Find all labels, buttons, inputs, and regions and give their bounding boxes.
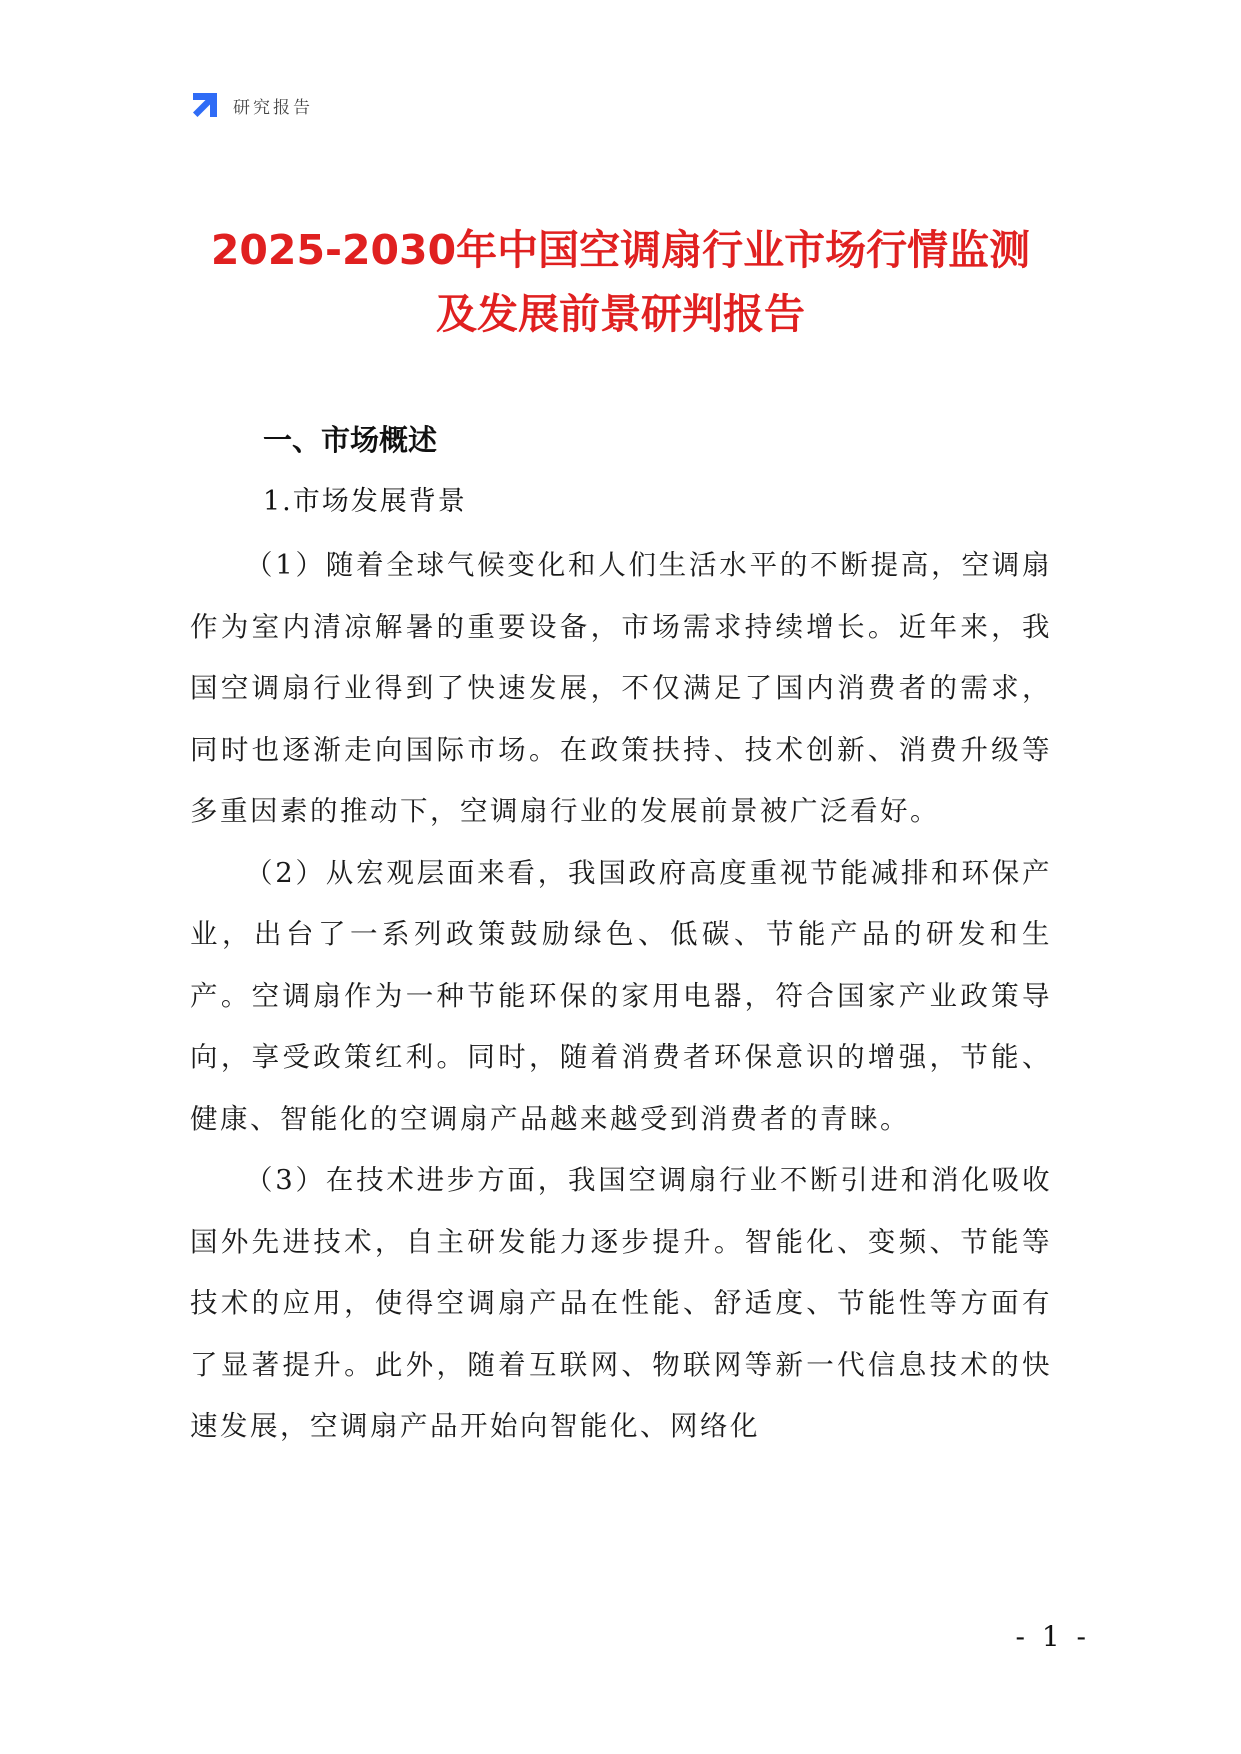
- arrow-up-right-icon: [189, 89, 221, 121]
- page-number: - 1 -: [1015, 1620, 1090, 1653]
- paragraph-2: （2）从宏观层面来看，我国政府高度重视节能减排和环保产业，出台了一系列政策鼓励绿色、低碳、节能产品的研发和生产。空调扇作为一种节能环保的家用电器，符合国家产业政策导向，享受政策红利。同时，随着消费者环保意识的增强，节能、健康、智能化的空调扇产品越来越受到消费者的青睐。: [190, 856, 1052, 1135]
- section-heading: 一、市场概述: [263, 423, 438, 457]
- body-text: [190, 535, 1052, 1458]
- title-line-1: 2025-2030年中国空调扇行业市场行情监测: [210, 226, 1031, 274]
- document-title: [150, 218, 1091, 346]
- subsection-heading: 1.市场发展背景: [263, 486, 467, 517]
- paragraph-1: （1）随着全球气候变化和人们生活水平的不断提高，空调扇作为室内清凉解暑的重要设备，市场需求持续增长。近年来，我国空调扇行业得到了快速发展，不仅满足了国内消费者的需求，同时也逐渐走向国际市场。在政策扶持、技术创新、消费升级等多重因素的推动下，空调扇行业的发展前景被广泛看好。: [190, 549, 1052, 827]
- paragraph-3: （3）在技术进步方面，我国空调扇行业不断引进和消化吸收国外先进技术，自主研发能力逐步提升。智能化、变频、节能等技术的应用，使得空调扇产品在性能、舒适度、节能性等方面有了显著提升。此外，随着互联网、物联网等新一代信息技术的快速发展，空调扇产品开始向智能化、网络化: [190, 1164, 1052, 1442]
- page-header: [189, 88, 313, 122]
- header-label: 研究报告: [233, 97, 313, 118]
- title-line-2: 及发展前景研判报告: [436, 290, 805, 338]
